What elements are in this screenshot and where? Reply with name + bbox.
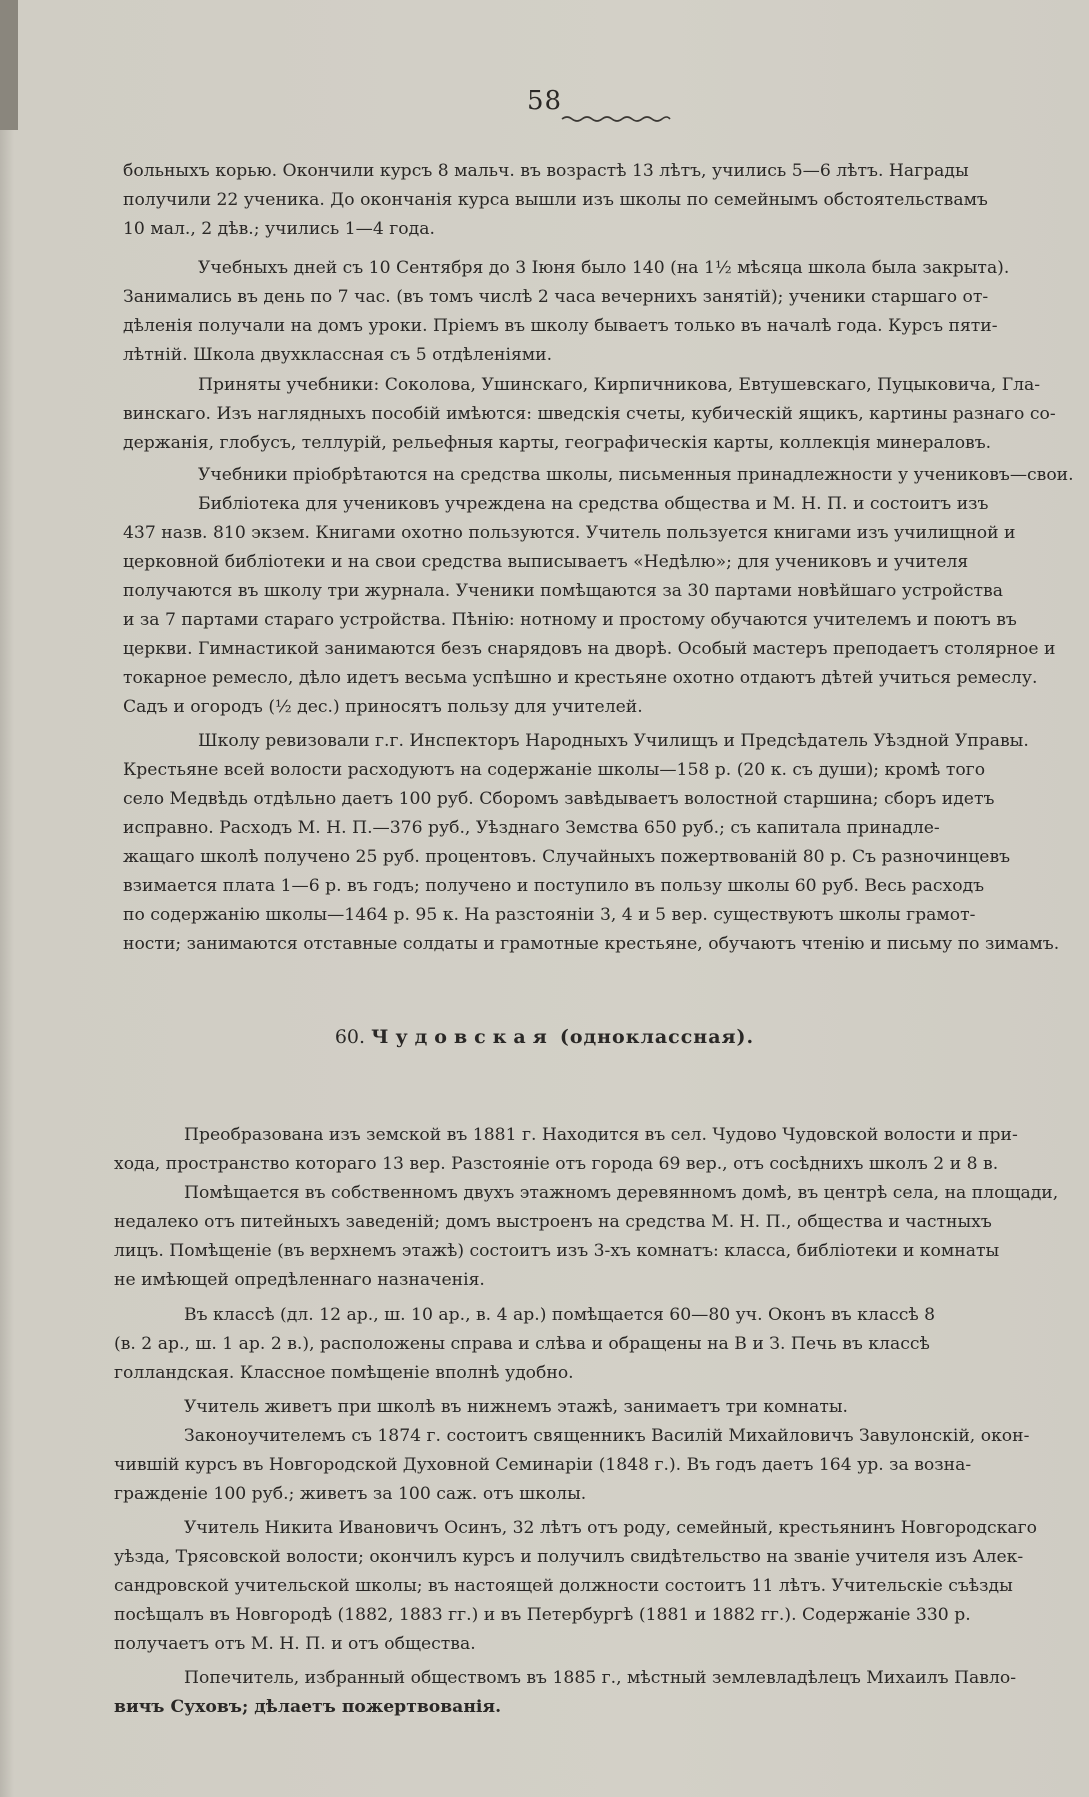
text-line: 437 назв. 810 экзем. Книгами охотно пользуются. Учитель пользуется книгами изъ училищной и	[123, 523, 1016, 543]
text-line: уѣзда, Трясовской волости; окончилъ курсъ и получилъ свидѣтельство на званіе учителя изъ Алек-	[114, 1547, 1024, 1567]
text-line: держанія, глобусъ, теллурій, рельефныя карты, географическія карты, коллекція минераловъ.	[123, 433, 992, 453]
text-line: получаются въ школу три журнала. Ученики помѣщаются за 30 партами новѣйшаго устройства	[123, 581, 1003, 601]
text-line: Приняты учебники: Соколова, Ушинскаго, Кирпичникова, Евтушевскаго, Пуцыковича, Гла-	[198, 375, 1041, 395]
text-line: Въ классѣ (дл. 12 ар., ш. 10 ар., в. 4 ар.) помѣщается 60—80 уч. Оконъ въ классѣ 8	[184, 1305, 936, 1325]
text-line: гражденіе 100 руб.; живетъ за 100 саж. отъ школы.	[114, 1484, 587, 1504]
section-subtitle: (одноклассная).	[559, 1026, 755, 1048]
text-line: хода, пространство котораго 13 вер. Разстояніе отъ города 69 вер., отъ сосѣднихъ школъ 2 и 8 в.	[114, 1154, 999, 1174]
text-line: Библіотека для учениковъ учреждена на средства общества и М. Н. П. и состоитъ изъ	[198, 494, 989, 514]
text-line: взимается плата 1—6 р. въ годъ; получено и поступило въ пользу школы 60 руб. Весь расходъ	[123, 876, 985, 896]
section-heading	[0, 1026, 1089, 1048]
text-line: получаетъ отъ М. Н. П. и отъ общества.	[114, 1634, 476, 1654]
text-line: по содержанію школы—1464 р. 95 к. На разстояніи 3, 4 и 5 вер. существуютъ школы грамот-	[123, 905, 976, 925]
text-line: Учитель живетъ при школѣ въ нижнемъ этажѣ, занимаетъ три комнаты.	[184, 1397, 849, 1417]
text-line: Крестьяне всей волости расходуютъ на содержаніе школы—158 р. (20 к. съ души); кромѣ того	[123, 760, 986, 780]
text-line: чившій курсъ въ Новгородской Духовной Семинаріи (1848 г.). Въ годъ даетъ 164 ур. за возна-	[114, 1455, 972, 1475]
text-line: ности; занимаются отставные солдаты и грамотные крестьяне, обучаютъ чтенію и письму по зимамъ.	[123, 934, 1060, 954]
text-line: церкви. Гимнастикой занимаются безъ снарядовъ на дворѣ. Особый мастеръ преподаетъ столярное и	[123, 639, 1056, 659]
text-line: сандровской учительской школы; въ настоящей должности состоитъ 11 лѣтъ. Учительскіе съѣзды	[114, 1576, 1013, 1596]
text-line: лѣтній. Школа двухклассная съ 5 отдѣленіями.	[123, 345, 553, 365]
text-line: Законоучителемъ съ 1874 г. состоитъ священникъ Василій Михайловичъ Завулонскій, окон-	[184, 1426, 1030, 1446]
text-line: жащаго школѣ получено 25 руб. процентовъ. Случайныхъ пожертвованій 80 р. Съ разночинцевъ	[123, 847, 1011, 867]
text-line: посѣщалъ въ Новгородѣ (1882, 1883 гг.) и въ Петербургѣ (1881 и 1882 гг.). Содержаніе 330 р.	[114, 1605, 971, 1625]
text-line: винскаго. Изъ наглядныхъ пособій имѣются: шведскія счеты, кубическій ящикъ, картины разнаго со-	[123, 404, 1056, 424]
text-line: Учитель Никита Ивановичъ Осинъ, 32 лѣтъ отъ роду, семейный, крестьянинъ Новгородскаго	[184, 1518, 1037, 1538]
text-line: (в. 2 ар., ш. 1 ар. 2 в.), расположены справа и слѣва и обращены на В и З. Печь въ классѣ	[114, 1334, 930, 1354]
text-line: лицъ. Помѣщеніе (въ верхнемъ этажѣ) состоитъ изъ 3-хъ комнатъ: класса, библіотеки и комнаты	[114, 1241, 1000, 1261]
ornament-rule	[560, 114, 672, 124]
text-line: Попечитель, избранный обществомъ въ 1885 г., мѣстный землевладѣлецъ Михаилъ Павло-	[184, 1668, 1017, 1688]
text-line: недалеко отъ питейныхъ заведеній; домъ выстроенъ на средства М. Н. П., общества и частныхъ	[114, 1212, 992, 1232]
text-line: Помѣщается въ собственномъ двухъ этажномъ деревянномъ домѣ, въ центрѣ села, на площади,	[184, 1183, 1059, 1203]
text-line: дѣленія получали на домъ уроки. Пріемъ въ школу бываетъ только въ началѣ года. Курсъ пяти-	[123, 316, 998, 336]
text-line: Преобразована изъ земской въ 1881 г. Находится въ сел. Чудово Чудовской волости и при-	[184, 1125, 1018, 1145]
text-line: больныхъ корью. Окончили курсъ 8 мальч. въ возрастѣ 13 лѣтъ, учились 5—6 лѣтъ. Награды	[123, 161, 969, 181]
text-line: получили 22 ученика. До окончанія курса вышли изъ школы по семейнымъ обстоятельствамъ	[123, 190, 988, 210]
text-line: голландская. Классное помѣщеніе вполнѣ удобно.	[114, 1363, 574, 1383]
text-line: Школу ревизовали г.г. Инспекторъ Народныхъ Училищъ и Предсѣдатель Уѣздной Управы.	[198, 731, 1029, 751]
page-number: 58	[526, 86, 563, 116]
section-number: 60.	[334, 1026, 366, 1048]
text-line: исправно. Расходъ М. Н. П.—376 руб., Уѣзднаго Земства 650 руб.; съ капитала принадле-	[123, 818, 940, 838]
section-title: Чудовская	[371, 1026, 554, 1048]
text-line: Учебныхъ дней съ 10 Сентября до 3 Іюня было 140 (на 1½ мѣсяца школа была закрыта).	[198, 258, 1010, 278]
text-line: Учебники пріобрѣтаются на средства школы, письменныя принадлежности у учениковъ—свои.	[198, 465, 1074, 485]
text-line: церковной библіотеки и на свои средства выписываетъ «Недѣлю»; для учениковъ и учителя	[123, 552, 969, 572]
text-line: Садъ и огородъ (½ дес.) приносятъ пользу для учителей.	[123, 697, 643, 717]
text-line: токарное ремесло, дѣло идетъ весьма успѣшно и крестьяне охотно отдаютъ дѣтей учиться ремеслу.	[123, 668, 1038, 688]
text-line: и за 7 партами стараго устройства. Пѣнію: нотному и простому обучаются учителемъ и поютъ въ	[123, 610, 1017, 630]
text-line: 10 мал., 2 дѣв.; учились 1—4 года.	[123, 219, 435, 239]
text-line: не имѣющей опредѣленнаго назначенія.	[114, 1270, 485, 1290]
text-line: село Медвѣдь отдѣльно даетъ 100 руб. Сборомъ завѣдываетъ волостной старшина; сборъ идетъ	[123, 789, 995, 809]
text-line: вичъ Суховъ; дѣлаетъ пожертвованія.	[114, 1697, 502, 1717]
text-line: Занимались въ день по 7 час. (въ томъ числѣ 2 часа вечернихъ занятій); ученики старшаго от-	[123, 287, 989, 307]
